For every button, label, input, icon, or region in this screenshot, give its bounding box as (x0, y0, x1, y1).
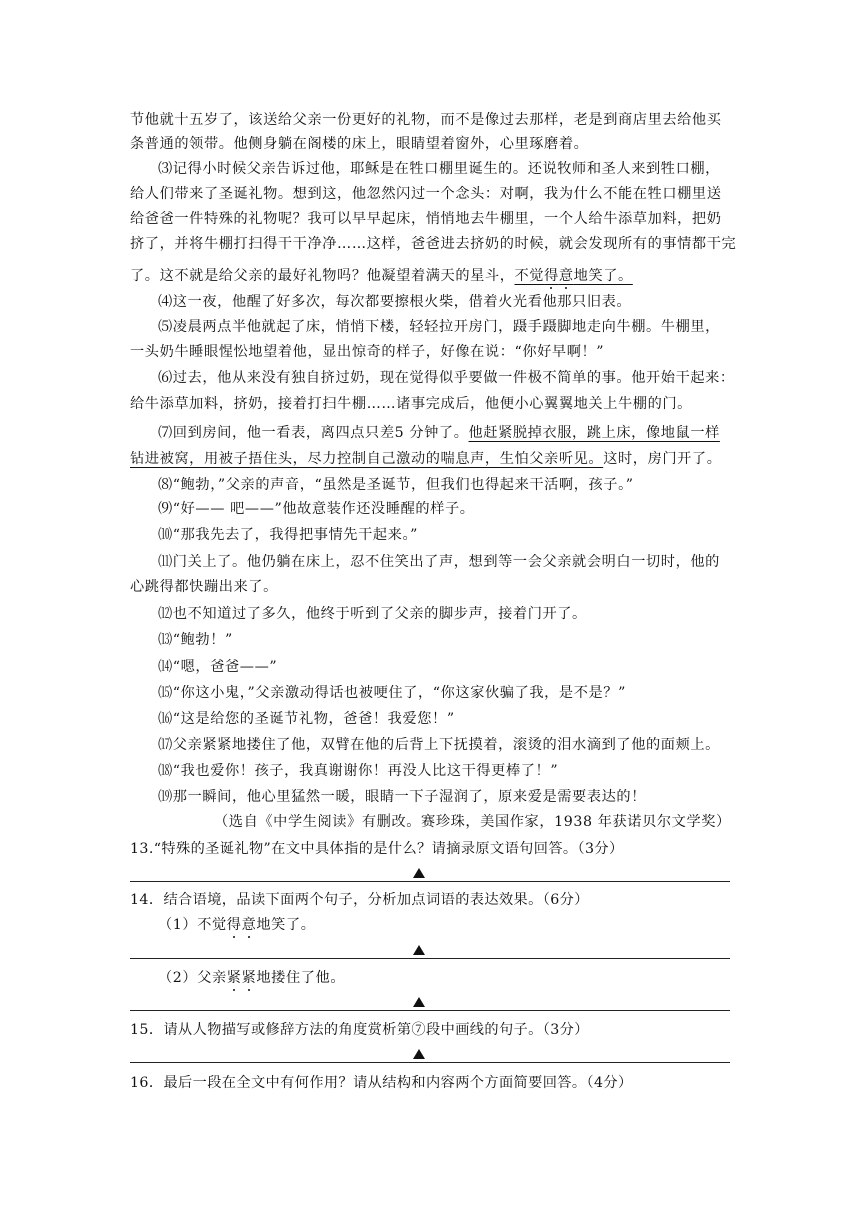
underlined-sentence (514, 268, 632, 284)
text-line: ⑶记得小时候父亲告诉过他，耶稣是在牲口棚里诞生的。还说牧师和圣人来到牲口棚， (158, 161, 720, 177)
text-segment: 地笑了。 (256, 917, 316, 933)
text-segment: （1）不觉 (158, 917, 227, 933)
text-line: ⑷这一夜，他醒了好多次，每次都要擦根火柴，借着火光看他那只旧表。 (158, 294, 632, 310)
text-line (130, 267, 633, 285)
text-line: ⒁“嗯，爸爸——” (158, 659, 278, 675)
dotted-char: 紧 (226, 970, 242, 986)
text-line: ⑹过去，他从来没有独自挤过奶，现在觉得似乎要做一件极不简单的事。他开始干起来： (158, 370, 735, 386)
question-16: 16．最后一段在全文中有何作用？请从结构和内容两个方面简要回答。（4分） (130, 1075, 633, 1091)
dotted-char: 得 (226, 917, 242, 933)
answer-marker (413, 945, 425, 955)
answer-marker (413, 997, 425, 1007)
question-14-1 (158, 916, 316, 934)
question-15: 15．请从人物描写或修辞方法的角度赏析第⑦段中画线的句子。（3分） (130, 1022, 589, 1038)
answer-line[interactable] (130, 880, 730, 882)
text-line: ⑾门关上了。他仍躺在床上，忍不住笑出了声，想到等一会父亲就会明白一切时，他的 (158, 554, 720, 570)
answer-line[interactable] (130, 1009, 730, 1011)
dotted-char: 意 (241, 917, 257, 933)
text-line: ⒆那一瞬间，他心里猛然一暖，眼睛一下子湿润了，原来爱是需要表达的！ (158, 789, 646, 805)
text-segment: （2）父亲 (158, 970, 227, 986)
question-14: 14．结合语境，品读下面两个句子，分析加点词语的表达效果。（6分） (130, 892, 589, 908)
dotted-char: 紧 (241, 970, 257, 986)
underlined-sentence: 他赶紧脱掉衣服，跳上床，像地鼠一样 (468, 425, 720, 441)
answer-line[interactable] (130, 1061, 730, 1063)
answer-line[interactable] (130, 957, 730, 959)
text-line: ⒀“鲍勃！” (158, 632, 233, 648)
text-line: ⑼“好—— 吧——”他故意装作还没睡醒的样子。 (158, 501, 475, 517)
text-line: 节他就十五岁了，该送给父亲一份更好的礼物，而不是像过去那样，老是到商店里去给他买 (130, 112, 722, 128)
text-segment: 地笑了。 (573, 268, 633, 284)
text-line: ⑽“那我先去了，我得把事情先干起来。” (158, 527, 418, 543)
dotted-char: 意 (558, 268, 574, 284)
underlined-sentence: 钻进被窝，用被子捂住头，尽力控制自己激动的喘息声，生怕父亲听见。 (130, 451, 604, 467)
question-14-2 (158, 969, 345, 987)
text-line: ⑸凌晨两点半他就起了床，悄悄下楼，轻轻拉开房门，蹑手蹑脚地走向牛棚。牛棚里， (158, 319, 720, 335)
text-line: 一头奶牛睡眼惺忪地望着他，显出惊奇的样子，好像在说：“你好早啊！” (130, 344, 605, 360)
dotted-char: 得 (544, 268, 559, 284)
answer-marker (413, 1049, 425, 1059)
text-segment: 不觉 (514, 268, 545, 284)
text-line: 挤了，并将牛棚打扫得干干净净……这样，爸爸进去挤奶的时候，就会发现所有的事情都干完 (130, 236, 737, 252)
question-13: 13.“特殊的圣诞礼物”在文中具体指的是什么？请摘录原文语句回答。（3分） (130, 841, 624, 857)
text-line: ⑻“鲍勃，”父亲的声音，“虽然是圣诞节，但我们也得起来干活啊，孩子。” (158, 477, 634, 493)
text-line: 给牛添草加料，挤奶，接着打扫牛棚……诸事完成后，他便小心翼翼地关上牛棚的门。 (130, 396, 692, 412)
text-line: ⒄父亲紧紧地搂住了他，双臂在他的后背上下抚摸着，滚烫的泪水滴到了他的面颊上。 (158, 737, 720, 753)
text-line: ⒂“你这小鬼，”父亲激动得话也被哽住了，“你这家伙骗了我，是不是？” (158, 685, 626, 701)
text-line: 给爸爸一件特殊的礼物呢？我可以早早起床，悄悄地去牛棚里，一个人给牛添草加料，把奶 (130, 211, 722, 227)
text-line (130, 450, 722, 468)
text-line: 条普通的领带。他侧身躺在阁楼的床上，眼睛望着窗外，心里琢磨着。 (130, 136, 589, 152)
text-line: ⒃“这是给您的圣诞节礼物，爸爸！我爱您！” (158, 711, 455, 727)
text-line: 心跳得都快蹦出来了。 (130, 579, 278, 595)
text-segment: 这时，房门开了。 (603, 451, 722, 467)
answer-marker (413, 868, 425, 878)
text-line: ⑿也不知道过了多久，他终于听到了父亲的脚步声，接着门开了。 (158, 606, 587, 622)
text-segment: 地搂住了他。 (256, 970, 346, 986)
text-segment: ⑺回到房间，他一看表，离四点只差5 分钟了。 (158, 425, 469, 441)
text-segment: 了。这不就是给父亲的最好礼物吗？他凝望着满天的星斗， (130, 268, 515, 284)
text-line: ⒅“我也爱你！孩子，我真谢谢你！再没人比这干得更棒了！” (158, 763, 559, 779)
text-line (158, 424, 720, 442)
text-line: 给人们带来了圣诞礼物。想到这，他忽然闪过一个念头：对啊，我为什么不能在牲口棚里送 (130, 186, 722, 202)
source-note: （选自《中学生阅读》有删改。赛珍珠，美国作家，1938 年获诺贝尔文学奖） (214, 814, 731, 830)
